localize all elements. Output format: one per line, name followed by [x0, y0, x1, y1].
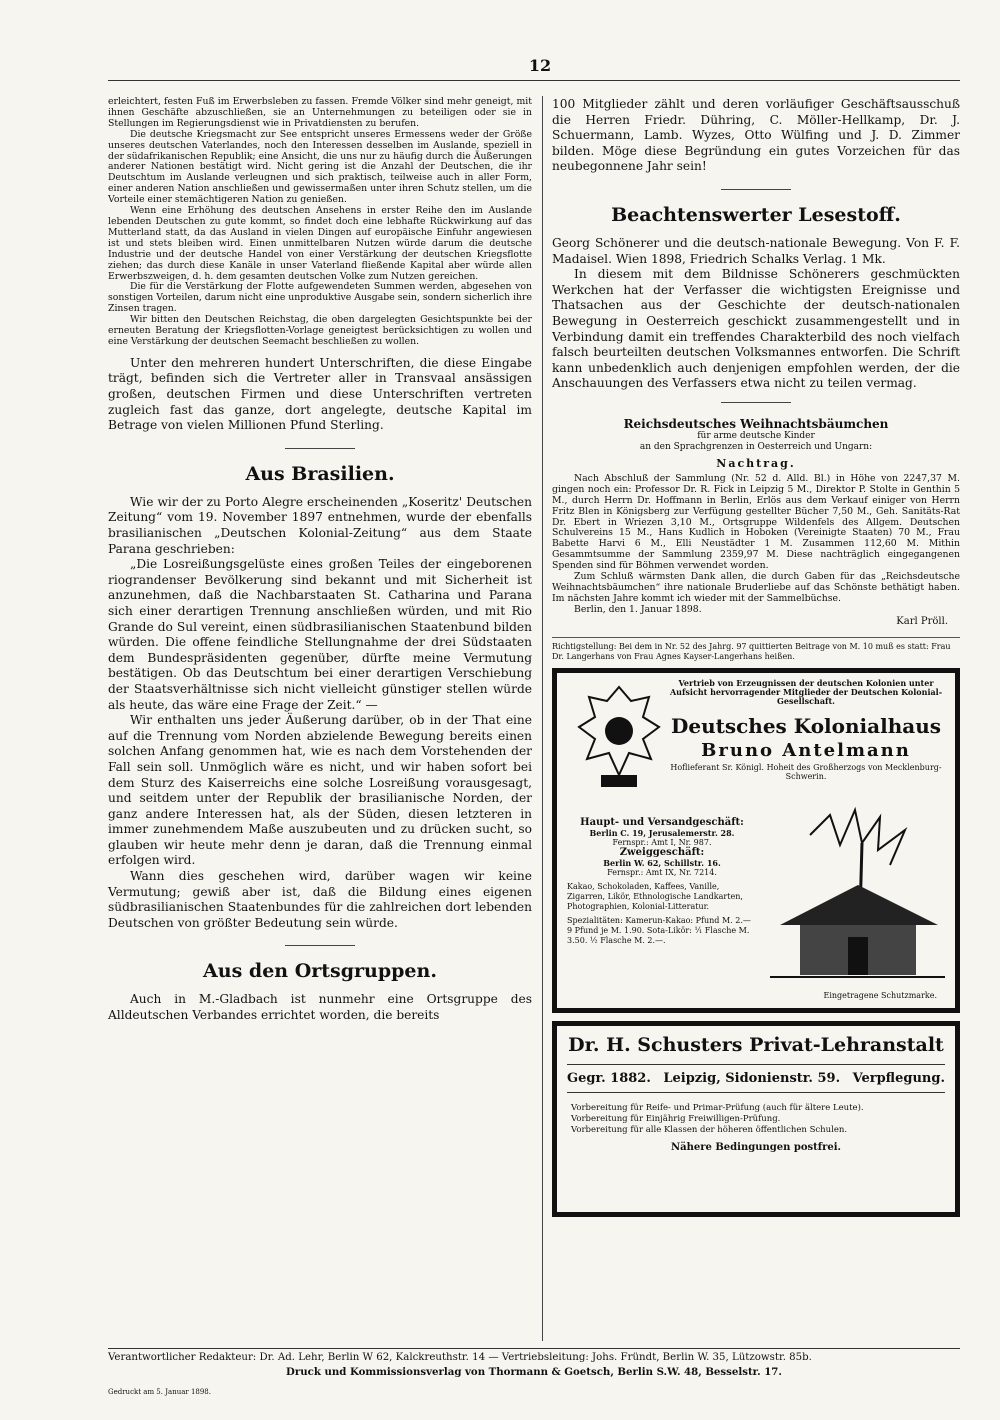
ad-owner-name: Bruno Antelmann: [701, 739, 911, 761]
ad-hq-heading: Haupt- und Versandgeschäft:: [580, 816, 744, 828]
quote-paragraph: „Die Losreißungsgelüste eines großen Teiles der eingeborenen riograndenser Bevölkerung sind bekannt und mit Sicherheit ist anzunehmen, daß die Nachbarstaaten St. Catharina und Parana sich einer derartigen Trennung anschließen würden, und mit Rio Grande do Sul vereint, einen südbrasilianischen Staatenbund bilden würden. Die offene feindliche Stellungnahme der drei Südstaaten dem Bundespräsidenten gegenüber, dürfte meine Vermutung bestätigen. Ob das Deutschtum bei einer derartigen Verschiebung der Staatsverhältnisse sich nicht vielleicht günstiger stellen würde als heute, das wäre eine Frage der Zeit.“ —: [108, 557, 532, 712]
section-heading-brasilien: Aus Brasilien.: [245, 462, 395, 485]
print-date: Gedruckt am 5. Januar 1898.: [108, 1388, 211, 1396]
body-paragraph: Wir enthalten uns jeder Äußerung darüber, ob in der That eine auf die Trennung vom Norden abzielende Bewegung bereits einen solchen Anfang genommen hat, wie es nach dem Vorstehenden der Fall sein soll. Unmöglich wäre es nicht, und wir haben sofort bei dem Sturz des Kaiserreichs eine solche Losreißung vorausgesagt, und seitdem unter der Republik der brasilianische Norden, der ganz andere Interessen hat, als der Süden, diesen letzteren in immer zunehmendem Maße auszubeuten und zu drücken sucht, so glauben wir heute mehr denn je daran, daß die Trennung einmal erfolgen wird.: [108, 713, 532, 868]
list-item: Vorbereitung für Reife- und Primar-Prüfung (auch für ältere Leute).: [571, 1102, 864, 1113]
ad-address-block: [567, 818, 757, 946]
section-separator: [285, 448, 355, 449]
body-paragraph: erleichtert, festen Fuß im Erwerbsleben zu fassen. Fremde Völker sind mehr geneigt, mit ihnen Geschäfte abzuschließen, sie an Unternehmungen zu beteiligen oder sie in Stellungen im Regierungsdienst wie in Privatdiensten zu berufen.: [108, 96, 532, 129]
imprint-editor: Verantwortlicher Redakteur: Dr. Ad. Lehr, Berlin W 62, Kalckreuthstr. 14 — Vertriebsleitung: Johs. Fründt, Berlin W. 35, Lützowstr. 85b.: [108, 1348, 960, 1365]
column-divider: [542, 96, 543, 1341]
left-column: [108, 97, 532, 1024]
advertisement-lehranstalt: [552, 1021, 960, 1217]
ad-branch-phone: Fernspr.: Amt IX, Nr. 7214.: [607, 867, 717, 877]
ad-warrant: Hoflieferant Sr. Königl. Hoheit des Großherzogs von Mecklenburg-Schwerin.: [670, 762, 942, 781]
body-paragraph: Die für die Verstärkung der Flotte aufgewendeten Summen werden, abgesehen von sonstigen Vorteilen, darum nicht eine unproduktive Ausgabe sein, sondern sicherlich ihre Zinsen tragen.: [108, 281, 532, 315]
ad-info-row: [567, 1064, 945, 1093]
ad-address: Leipzig, Sidonienstr. 59.: [663, 1070, 841, 1086]
correction-note: Richtigstellung: Bei dem in Nr. 52 des Jahrg. 97 quittierten Beitrage von M. 10 muß es statt: Frau Dr. Langerhans von Frau Agnes Kayser-Langerhans heißen.: [552, 637, 960, 662]
body-paragraph: Wir bitten den Deutschen Reichstag, die oben dargelegten Gesichtspunkte bei der erneuten Beratung der Kriegsflotten-Vorlage geneigtest berücksichtigen zu wollen und eine Verstärkung der deutschen Seemacht beschließen zu wollen.: [108, 314, 532, 347]
body-paragraph: Wann dies geschehen wird, darüber wagen wir keine Vermutung; gewiß aber ist, daß die Bildung eines eigenen südbrasilianischen Staatenbundes für die zahlreichen dort lebenden Deutschen von größter Bedeutung sein würde.: [108, 869, 532, 930]
ad-goods: Kakao, Schokoladen, Kaffees, Vanille, Zigarren, Likör, Ethnologische Landkarten, Photographien, Kolonial-Litteratur.: [567, 881, 743, 911]
section-separator: [721, 189, 791, 190]
coat-of-arms-icon: [571, 683, 667, 793]
body-paragraph: Wenn eine Erhöhung des deutschen Ansehens in erster Reihe den im Auslande lebenden Deutschen zu gute kommt, so findet doch eine lebhafte Rückwirkung auf das Mutterland statt, da das Ausland in vielen Dingen auf europäische Einfuhr angewiesen ist und stets bleiben wird. Einen unmittelbaren Nutzen würde darum die deutsche Industrie und der deutsche Handel von einer Verstärkung der deutschen Kriegsflotte ziehen; das durch diese Kanäle in unser Vaterland fließende Kapital aber würde allen Erwerbszweigen, d. h. dem gesamten deutschen Volke zum Nutzen gereichen.: [108, 205, 532, 282]
section-heading-ortsgruppen: Aus den Ortsgruppen.: [203, 960, 437, 983]
section-heading-lesestoff: Beachtenswerter Lesestoff.: [611, 203, 901, 226]
signature: Karl Pröll.: [896, 615, 948, 627]
ad-tagline: Vertrieb von Erzeugnissen der deutschen Kolonien unter Aufsicht hervorragender Mitglieder der Deutschen Kolonial-Gesellschaft.: [669, 677, 943, 706]
ad-specialties: Spezialitäten: Kamerun-Kakao: Pfund M. 2.— 9 Pfund je M. 1.90. Sota-Likör: ⅟₁ Flasche M. 3.50. ½ Flasche M. 2.—.: [567, 915, 751, 945]
ad-founded: Gegr. 1882.: [567, 1070, 651, 1086]
donation-list: Nach Abschluß der Sammlung (Nr. 52 d. Alld. Bl.) in Höhe von 2247,37 M. gingen noch ein: Professor Dr. R. Fick in Leipzig 5 M., Direktor P. Stolte in Genthin 5 M., durch Herrn Dr. Hoffmann in Berlin, Erlös aus dem Verkauf einiger von Herrn Fritz Blen in Königsberg zur Verfügung gestellter Bücher 7,50 M., Geh. Sanitäts-Rat Dr. Ebert in Wriezen 3,10 M., Ortsgruppe Wildenfels des Allgem. Deutschen Schulvereins 15 M., Hans Kudlich in Hoboken (Vereinigte Staaten) 70 M., Frau Babette Harvi 6 M., Elli Neustädter 1 M. Zusammen 112,60 M. Mithin Gesammtsumme der Sammlung 2359,97 M. Diese nachträglich eingegangenen Spenden sind für Böhmen verwendet worden.: [552, 472, 960, 572]
book-review: In diesem mit dem Bildnisse Schönerers geschmückten Werkchen hat der Verfasser die wichtigsten Ereignisse und Thatsachen aus der Geschichte der deutsch-nationalen Bewegung in Oesterreich geschickt zusammengestellt und in Verbindung damit ein treffendes Charakterbild des noch vielfach falsch beurteilten deutschen Volksmannes entworfen. Die Schrift kann unbedenklich auch denjenigen empfohlen werden, der die Anschauungen des Verfassers etwa nicht zu teilen vermag.: [552, 267, 960, 391]
ad-branch-heading: Zweiggeschäft:: [619, 846, 705, 858]
book-title: Georg Schönerer und die deutsch-nationale Bewegung. Von F. F. Madaisel. Wien 1898, Friedrich Schalks Verlag. 1 Mk.: [552, 235, 960, 266]
dateline: Berlin, den 1. Januar 1898.: [574, 603, 702, 615]
ad-hq-phone: Fernspr.: Amt I, Nr. 987.: [612, 837, 712, 847]
ad-board: Verpflegung.: [852, 1070, 945, 1086]
xmas-subheading: für arme deutsche Kinder: [697, 430, 815, 441]
body-paragraph: Die deutsche Kriegsmacht zur See entspricht unseres Ermessens weder der Größe unseres deutschen Vaterlandes, noch den Interessen desselben im Auslande, speziell in der südafrikanischen Republik; eine Ansicht, die uns nur zu häufig durch die Äußerungen anderer Nationen bestätigt wird. Nicht gering ist die Anzahl der Deutschen, die ihr Deutschtum im Auslande verleugnen und sich praktisch, teilweise auch in aller Form, einer anderen Nation anschließen und gewissermaßen unter ihren Schutz stellen, um die Vorteile einer stemächtigeren Nation zu genießen.: [108, 128, 532, 206]
right-column: [552, 97, 960, 1217]
list-item: Vorbereitung für Einjährig Freiwilligen-Prüfung.: [571, 1113, 781, 1124]
body-paragraph: Wie wir der zu Porto Alegre erscheinenden „Koseritz' Deutschen Zeitung“ vom 19. November 1897 entnehmen, wurde der ebenfalls brasilianischen „Deutschen Kolonial-Zeitung“ aus dem Staate Parana geschrieben:: [108, 494, 532, 556]
xmas-subheading: an den Sprachgrenzen in Oesterreich und Ungarn:: [639, 441, 873, 452]
ad-branch-address: Berlin W. 62, Schillstr. 16.: [603, 857, 721, 868]
xmas-heading: Reichsdeutsches Weihnachtsbäumchen: [623, 416, 889, 431]
body-paragraph: Auch in M.-Gladbach ist nunmehr eine Ortsgruppe des Alldeutschen Verbandes errichtet worden, die bereits: [108, 992, 532, 1023]
signatures-paragraph: Unter den mehreren hundert Unterschriften, die diese Eingabe trägt, befinden sich die Vertreter aller in Transvaal ansässigen großen, deutschen Firmen und diese Unterschriften vertreten zugleich fast das ganze, dort angelegte, deutsche Kapital im Betrage von vielen Millionen Pfund Sterling.: [108, 355, 532, 433]
ad-title: Deutsches Kolonialhaus: [671, 713, 941, 738]
ad-course-list: [571, 1103, 945, 1136]
imprint-publisher: Druck und Kommissionsverlag von Thormann & Goetsch, Berlin S.W. 48, Besselstr. 17.: [286, 1366, 782, 1378]
colonial-hut-icon: [770, 805, 945, 995]
imprint: [108, 1348, 960, 1379]
page-number: 12: [528, 56, 552, 75]
body-paragraph: 100 Mitglieder zählt und deren vorläufiger Geschäftsausschuß die Herren Friedr. Dühring, C. Möller-Hellkamp, Dr. J. Schuermann, Lamb. Wyzes, Otto Wülfing und J. D. Zimmer bilden. Möge diese Begründung ein gutes Vorzeichen für das neubegonnene Jahr sein!: [552, 97, 960, 174]
section-separator: [721, 402, 791, 403]
ad-trademark: Eingetragene Schutzmarke.: [823, 990, 937, 1000]
advertisement-kolonialhaus: [552, 668, 960, 1013]
list-item: Vorbereitung für alle Klassen der höheren öffentlichen Schulen.: [571, 1124, 848, 1135]
nachtrag-heading: Nachtrag.: [716, 456, 796, 470]
header-rule: [108, 80, 960, 81]
ad-footer: Nähere Bedingungen postfrei.: [670, 1141, 841, 1153]
ad-title: Dr. H. Schusters Privat-Lehranstalt: [568, 1033, 944, 1056]
ad-hq-address: Berlin C. 19, Jerusalemerstr. 28.: [589, 827, 735, 838]
thanks-paragraph: Zum Schluß wärmsten Dank allen, die durch Gaben für das „Reichsdeutsche Weihnachtsbäumchen“ ihre nationale Bruderliebe auf das Schönste bethätigt haben. Im nächsten Jahre kommt ich wieder mit der Sammelbüchse.: [552, 571, 960, 604]
section-separator: [285, 945, 355, 946]
